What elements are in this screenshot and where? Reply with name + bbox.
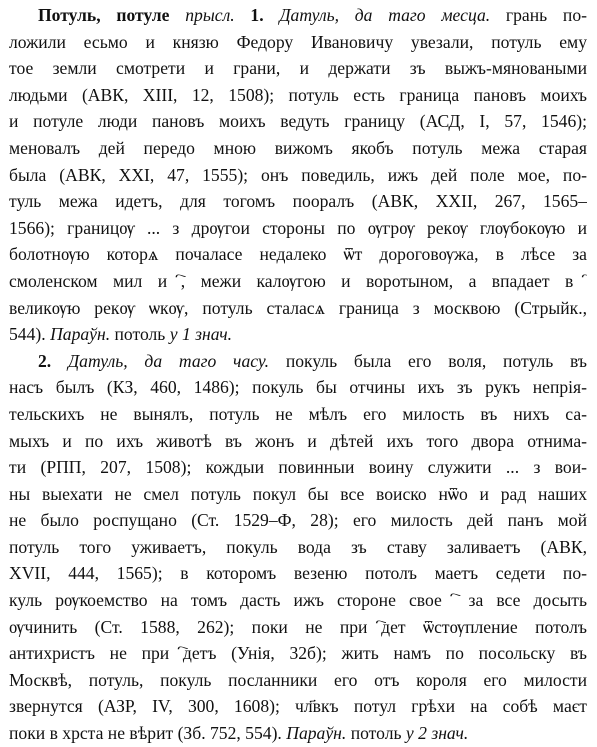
headword: Потуль, потуле [38, 5, 170, 25]
entry-line: XVII, 444, 1565); в которомъ везеню потолъ маетъ седети по- [9, 563, 587, 584]
entry-line: великѹю рекѹ ѡкѹ, потуль сталасѧ граница з москвою (Стрыйк., [9, 297, 587, 318]
sense-number: 2. [38, 350, 52, 371]
citation-text: грань по- [505, 5, 587, 25]
entry-line: потуль того уживаетъ, покуль вода зъ ставу заливаетъ (АВК, [9, 536, 587, 557]
citation-text: покуль была его воля, потуль въ [285, 350, 587, 371]
entry-line: ны выехати не смел потуль покул бы все воиско нѿо и рад наших [9, 483, 587, 504]
sense-definition: Датуль, да таго месца. [279, 5, 491, 25]
compare-sense: у 2 знач. [405, 723, 469, 744]
entry-line: и потуле люди пановъ моихъ ведуть границу (АСД, I, 57, 1546); [9, 111, 587, 132]
entry-line: ти (РПП, 207, 1508); кождыи повинныи воину служити ... з вои- [9, 457, 587, 478]
entry-line: Москвѣ, потуль, покуль посланники его отъ короля его милости [9, 669, 587, 690]
compare-label: Параўн. [286, 723, 347, 744]
entry-line: болотнѹю которѧ почаласе недалеко ѿт дороговѹжа, в лѣсе за [9, 244, 587, 265]
entry-line: 1566); границѹ ... з дрѹгои стороны по ѹгрѹ рекѹ глѹбокѹю и [9, 217, 587, 238]
entry-line: куль рѹкоемство на томъ дасть ижъ стороне своеⷭ҇ за все досыть [9, 590, 587, 611]
entry-line: меновалъ дей передо мною вижомъ якобъ потуль межа старая [9, 137, 587, 158]
compare-sense: у 1 знач. [169, 324, 233, 345]
entry-line: тельскихъ не вынялъ, потуль не мѣлъ его милость въ нихъ са- [9, 403, 587, 424]
entry-line: звернутся (АЗР, IV, 300, 1608); чл҃вкъ потул грѣхи на собѣ маєт [9, 696, 587, 717]
compare-label: Параўн. [50, 324, 111, 345]
part-of-speech: прысл. [185, 5, 235, 25]
entry-line: мыхъ и по ихъ животѣ въ жонъ и дѣтей ихъ того двора отнима- [9, 430, 587, 451]
sense-definition: Датуль, да таго часу. [67, 350, 270, 371]
entry-line: не было роспущано (Ст. 1529–Ф, 28); его милость дей панъ мой [9, 510, 587, 531]
entry-line: туль межа идетъ, для тогомъ пооралъ (АВК, XXII, 267, 1565– [9, 191, 587, 212]
entry-line: людьми (АВК, XIII, 12, 1508); потуль есть граница пановъ моихъ [9, 84, 587, 105]
entry-line: была (АВК, XXI, 47, 1555); онъ поведиль, ижъ дей поле мое, по- [9, 164, 587, 185]
entry-line: ѹчинить (Ст. 1588, 262); поки не приⷭ҇дет ѿстѹпление потолъ [9, 616, 587, 637]
entry-line [9, 321, 587, 348]
entry-line: антихристъ не приⷭ҇детъ (Унія, 32б); жить намъ по посольску въ [9, 643, 587, 664]
entry-line: насъ былъ (КЗ, 460, 1486); покуль бы отчины ихъ зъ рукъ непрія- [9, 377, 587, 398]
entry-line [9, 720, 587, 747]
entry-line: тое земли смотрети и грани, и держати зъ выжъ-мяноваными [9, 58, 587, 79]
compare-reference: потоль [350, 723, 402, 744]
entry-line: ложили есьмо и князю Федору Ивановичу увезали, потуль ему [9, 31, 587, 52]
entry-line [38, 348, 587, 375]
citation-text: поки в хрста не вѣрит (Зб. 752, 554). [9, 723, 282, 744]
compare-reference: потоль [114, 324, 166, 345]
citation-text: 544). [9, 324, 46, 345]
entry-line: смоленском мил иⷢ҇, межи калѹгою и воротыном, а впадает вⷭ҇ [9, 270, 587, 291]
sense-number: 1. [250, 5, 264, 25]
entry-line [38, 2, 587, 29]
